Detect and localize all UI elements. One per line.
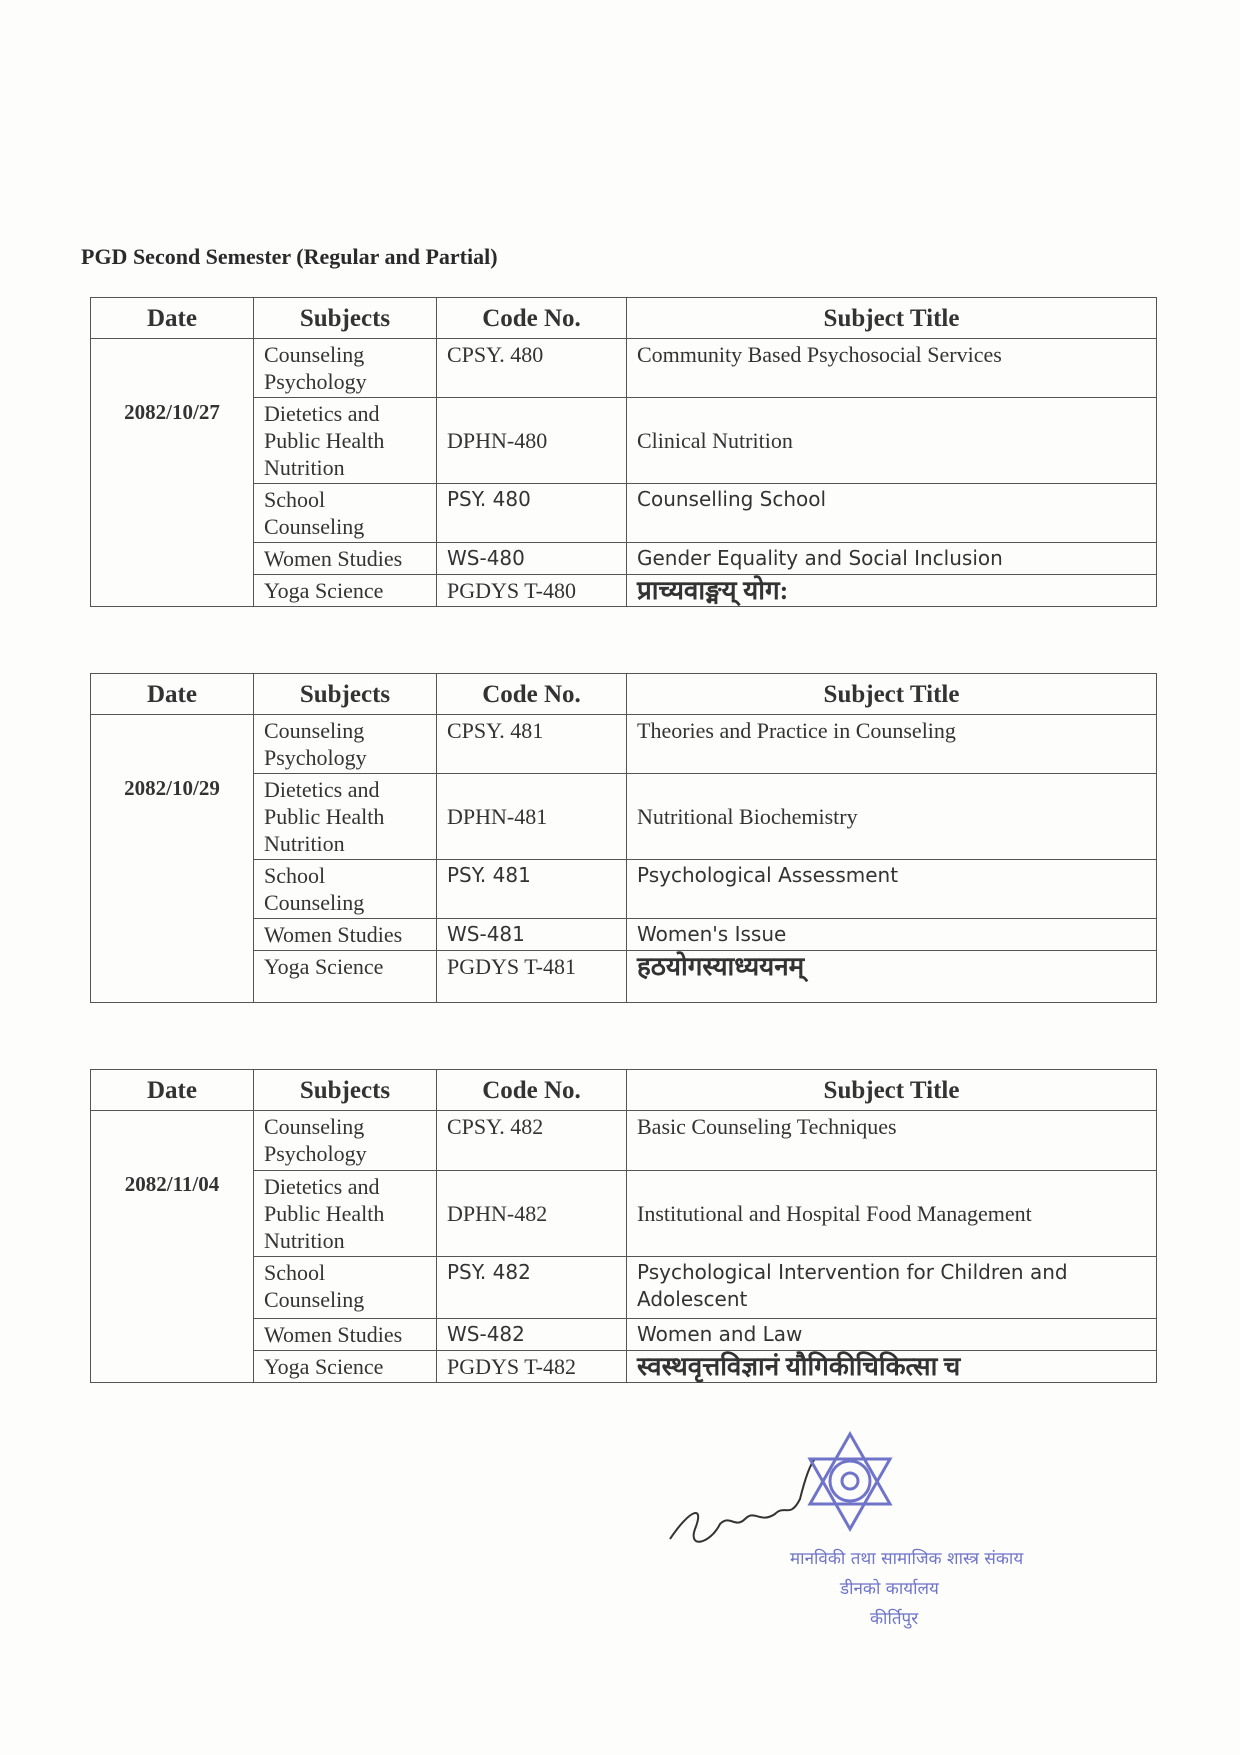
subject-cell: Counseling Psychology	[254, 339, 437, 398]
code-cell: WS-480	[437, 543, 627, 575]
code-cell: DPHN-480	[437, 398, 627, 484]
subject-cell: Women Studies	[254, 543, 437, 575]
code-cell: CPSY. 480	[437, 339, 627, 398]
code-cell: PSY. 482	[437, 1257, 627, 1319]
exam-date: 2082/10/29	[91, 715, 254, 1003]
code-cell: WS-482	[437, 1319, 627, 1351]
subject-cell: Counseling Psychology	[254, 715, 437, 774]
exam-date: 2082/10/27	[91, 339, 254, 607]
svg-text:डीनको कार्यालय: डीनको कार्यालय	[840, 1579, 939, 1599]
subject-title-cell: Theories and Practice in Counseling	[627, 715, 1157, 774]
column-header: Subjects	[254, 674, 437, 715]
subject-cell: Dietetics and Public Health Nutrition	[254, 1171, 437, 1257]
column-header: Date	[91, 1070, 254, 1111]
column-header: Date	[91, 298, 254, 339]
code-cell: PGDYS T-482	[437, 1351, 627, 1383]
code-cell: CPSY. 482	[437, 1111, 627, 1171]
subject-title-cell: प्राच्यवाङ्मय् योग:	[627, 575, 1157, 607]
code-cell: DPHN-482	[437, 1171, 627, 1257]
svg-text:कीर्तिपुर: कीर्तिपुर	[870, 1609, 919, 1629]
table-row	[91, 339, 1157, 398]
header-row	[91, 298, 1157, 339]
column-header: Subject Title	[627, 298, 1157, 339]
subject-cell: Women Studies	[254, 919, 437, 951]
svg-text:मानविकी तथा सामाजिक शास्त्र सं: मानविकी तथा सामाजिक शास्त्र संकाय	[790, 1549, 1024, 1569]
subject-cell: Dietetics and Public Health Nutrition	[254, 398, 437, 484]
table-row	[91, 1111, 1157, 1171]
subject-title-cell: हठयोगस्याध्ययनम्	[627, 951, 1157, 1003]
code-cell: PSY. 481	[437, 860, 627, 919]
header-row	[91, 1070, 1157, 1111]
subject-cell: Women Studies	[254, 1319, 437, 1351]
column-header: Date	[91, 674, 254, 715]
subject-title-cell: Nutritional Biochemistry	[627, 774, 1157, 860]
subject-title-cell: Gender Equality and Social Inclusion	[627, 543, 1157, 575]
header-row	[91, 674, 1157, 715]
subject-title-cell: Community Based Psychosocial Services	[627, 339, 1157, 398]
column-header: Code No.	[437, 298, 627, 339]
exam-date: 2082/11/04	[91, 1111, 254, 1383]
column-header: Code No.	[437, 674, 627, 715]
nepal-emblem-star-icon	[810, 1434, 890, 1529]
subject-title-cell: Clinical Nutrition	[627, 398, 1157, 484]
subject-cell: Yoga Science	[254, 575, 437, 607]
code-cell: CPSY. 481	[437, 715, 627, 774]
subject-title-cell: Basic Counseling Techniques	[627, 1111, 1157, 1171]
code-cell: PGDYS T-480	[437, 575, 627, 607]
code-cell: DPHN-481	[437, 774, 627, 860]
subject-cell: Yoga Science	[254, 1351, 437, 1383]
subject-cell: School Counseling	[254, 484, 437, 543]
subject-cell: Dietetics and Public Health Nutrition	[254, 774, 437, 860]
subject-cell: Counseling Psychology	[254, 1111, 437, 1171]
code-cell: WS-481	[437, 919, 627, 951]
subject-cell: School Counseling	[254, 1257, 437, 1319]
code-cell: PSY. 480	[437, 484, 627, 543]
column-header: Subject Title	[627, 1070, 1157, 1111]
column-header: Subjects	[254, 298, 437, 339]
code-cell: PGDYS T-481	[437, 951, 627, 1003]
column-header: Subjects	[254, 1070, 437, 1111]
signature	[670, 1459, 815, 1542]
subject-title-cell: Women and Law	[627, 1319, 1157, 1351]
subject-title-cell: Psychological Intervention for Children and Adolescent	[627, 1257, 1157, 1319]
page-heading: PGD Second Semester (Regular and Partial)	[81, 244, 498, 269]
table-row	[91, 715, 1157, 774]
subject-cell: School Counseling	[254, 860, 437, 919]
column-header: Code No.	[437, 1070, 627, 1111]
exam-schedule-table	[90, 297, 1157, 607]
subject-title-cell: Counselling School	[627, 484, 1157, 543]
subject-title-cell: Women's Issue	[627, 919, 1157, 951]
exam-schedule-table	[90, 673, 1157, 1003]
office-stamp-and-signature	[650, 1419, 1070, 1649]
subject-title-cell: स्वस्थवृत्तविज्ञानं यौगिकीचिकित्सा च	[627, 1351, 1157, 1383]
subject-title-cell: Institutional and Hospital Food Management	[627, 1171, 1157, 1257]
subject-cell: Yoga Science	[254, 951, 437, 1003]
subject-title-cell: Psychological Assessment	[627, 860, 1157, 919]
column-header: Subject Title	[627, 674, 1157, 715]
exam-schedule-table	[90, 1069, 1157, 1383]
